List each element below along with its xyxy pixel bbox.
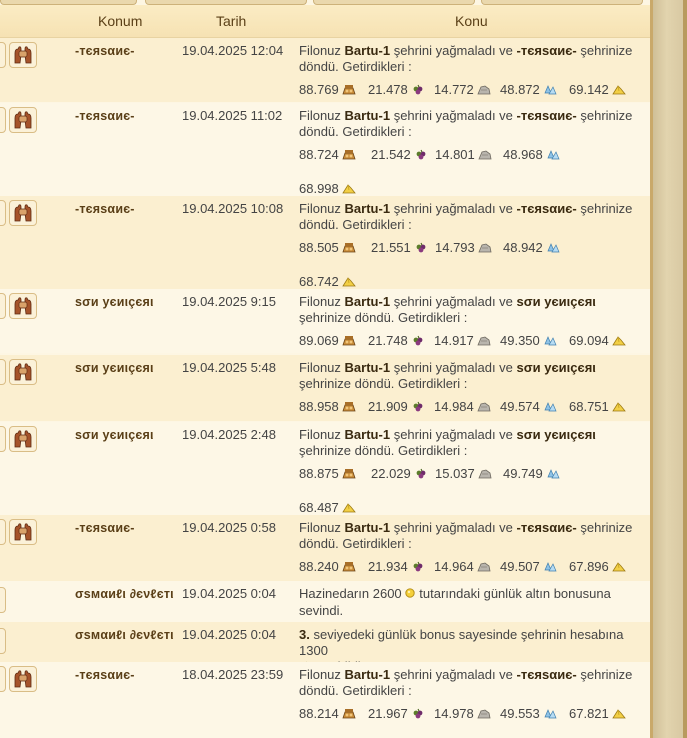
text-filonuz: Filonuz — [299, 294, 341, 309]
resource-crystal — [500, 82, 557, 98]
resource-marble — [434, 706, 491, 722]
row-date: 19.04.2025 5:48 — [182, 360, 276, 375]
marble-icon — [477, 334, 491, 349]
text-yagmaladi: şehrini yağmaladı ve — [393, 520, 513, 535]
sulfur-icon — [342, 275, 356, 290]
text-dondu: döndü. Getirdikleri : — [299, 124, 412, 139]
crystal-value: 48.968 — [503, 147, 543, 162]
crystal-icon — [543, 707, 557, 722]
wine-value: 21.478 — [368, 82, 408, 97]
sulfur-value: 67.821 — [569, 706, 609, 721]
row-owner: σѕмαиℓι ∂єνℓєтι — [75, 628, 174, 642]
marble-icon — [478, 467, 492, 482]
text-dondu: döndü. Getirdikleri : — [299, 683, 412, 698]
wine-icon — [411, 400, 425, 415]
row-date: 19.04.2025 0:04 — [182, 586, 276, 601]
text-hazine-rest: tutarındaki günlük altın bonusuna sevindi. — [299, 586, 611, 618]
row-select-stub[interactable] — [0, 519, 6, 545]
sulfur-value: 68.998 — [299, 181, 339, 196]
target-city: Bartu-1 — [344, 427, 391, 442]
resource-crystal — [503, 240, 560, 256]
wood-value: 89.069 — [299, 333, 339, 348]
sulfur-value: 68.751 — [569, 399, 609, 414]
header-tarih[interactable]: Tarih — [216, 13, 247, 29]
hands-icon[interactable] — [9, 107, 37, 133]
wood-value: 88.958 — [299, 399, 339, 414]
dest-player: ѕσи уєиιçєяι — [516, 294, 596, 309]
wine-icon — [414, 241, 428, 256]
row-owner: ѕσи уєиιçєяι — [75, 361, 154, 375]
text-filonuz: Filonuz — [299, 360, 341, 375]
crystal-icon — [543, 400, 557, 415]
table-row — [0, 662, 650, 738]
sulfur-icon — [342, 182, 356, 197]
header-konum[interactable]: Konum — [98, 13, 143, 29]
sulfur-icon — [612, 83, 626, 98]
crystal-icon — [543, 334, 557, 349]
wine-icon — [411, 560, 425, 575]
resource-sulfur — [569, 706, 626, 722]
row-subject — [299, 201, 639, 233]
marble-value: 14.978 — [434, 706, 474, 721]
row-subject — [299, 586, 639, 619]
dest-player: -тєяѕαиє- — [516, 43, 577, 58]
resource-sulfur — [569, 399, 626, 415]
text-yagmaladi: şehrini yağmaladı ve — [393, 667, 513, 682]
resource-marble — [435, 240, 492, 256]
dest-player: -тєяѕαиє- — [516, 667, 577, 682]
row-date: 19.04.2025 11:02 — [182, 108, 283, 123]
resource-sulfur — [299, 274, 356, 290]
row-select-stub[interactable] — [0, 426, 6, 452]
text-yagmaladi: şehrini yağmaladı ve — [393, 201, 513, 216]
sulfur-value: 69.094 — [569, 333, 609, 348]
text-dondu: döndü. Getirdikleri : — [299, 217, 412, 232]
wood-icon — [342, 148, 356, 163]
top-tab-stubs — [0, 0, 650, 4]
dest-player: -тєяѕαиє- — [516, 201, 577, 216]
sulfur-value: 68.742 — [299, 274, 339, 289]
target-city: Bartu-1 — [344, 108, 391, 123]
sulfur-icon — [612, 400, 626, 415]
crystal-value: 49.553 — [500, 706, 540, 721]
row-select-stub[interactable] — [0, 293, 6, 319]
resource-wood — [299, 559, 356, 575]
text-filonuz: Filonuz — [299, 520, 341, 535]
row-date: 19.04.2025 10:08 — [182, 201, 284, 216]
crystal-icon — [543, 560, 557, 575]
crystal-value: 48.942 — [503, 240, 543, 255]
wine-icon — [411, 334, 425, 349]
text-dondu: döndü. Getirdikleri : — [354, 376, 468, 391]
row-subject — [299, 520, 639, 552]
text-filonuz: Filonuz — [299, 108, 341, 123]
header-konu[interactable]: Konu — [455, 13, 488, 29]
crystal-value: 49.507 — [500, 559, 540, 574]
crystal-value: 49.574 — [500, 399, 540, 414]
resource-crystal — [503, 466, 560, 482]
target-city: Bartu-1 — [344, 294, 391, 309]
text-seviye: seviyedeki günlük bonus sayesinde şehrinin hesabına — [313, 627, 624, 642]
row-select-stub[interactable] — [0, 359, 6, 385]
table-header — [0, 5, 650, 38]
crystal-icon — [546, 467, 560, 482]
text-dondu: döndü. Getirdikleri : — [354, 310, 468, 325]
wine-icon — [414, 467, 428, 482]
sulfur-value: 67.896 — [569, 559, 609, 574]
bonus-amount: 1300 — [299, 643, 328, 658]
hands-icon[interactable] — [9, 293, 37, 319]
sulfur-value: 69.142 — [569, 82, 609, 97]
resource-wine — [368, 559, 425, 575]
resource-crystal — [500, 333, 557, 349]
wood-icon — [342, 83, 356, 98]
resource-marble — [434, 333, 491, 349]
resource-marble — [434, 559, 491, 575]
resource-wood — [299, 706, 356, 722]
dest-player: -тєяѕαиє- — [516, 108, 577, 123]
hands-icon[interactable] — [9, 200, 37, 226]
wood-value: 88.240 — [299, 559, 339, 574]
resource-wine — [368, 706, 425, 722]
text-yagmaladi: şehrini yağmaladı ve — [393, 427, 513, 442]
crystal-icon — [543, 83, 557, 98]
text-filonuz: Filonuz — [299, 43, 341, 58]
text-sehrinize: şehrinize — [299, 376, 352, 391]
resource-wine — [371, 240, 428, 256]
wine-value: 21.748 — [368, 333, 408, 348]
bonus-level: 3. — [299, 627, 310, 642]
resource-wine — [368, 82, 425, 98]
resource-wine — [371, 466, 428, 482]
hands-icon[interactable] — [9, 666, 37, 692]
table-row — [0, 196, 650, 289]
resource-marble — [434, 82, 491, 98]
table-row — [0, 355, 650, 421]
marble-icon — [478, 241, 492, 256]
wine-icon — [411, 707, 425, 722]
row-subject — [299, 360, 639, 392]
wine-value: 21.909 — [368, 399, 408, 414]
crystal-value: 49.350 — [500, 333, 540, 348]
resource-wood — [299, 399, 356, 415]
marble-value: 15.037 — [435, 466, 475, 481]
text-dondu: döndü. Getirdikleri : — [354, 443, 468, 458]
marble-value: 14.984 — [434, 399, 474, 414]
resource-sulfur — [299, 181, 356, 197]
text-filonuz: Filonuz — [299, 427, 341, 442]
row-select-stub[interactable] — [0, 587, 6, 613]
wood-value: 88.724 — [299, 147, 339, 162]
resource-wine — [371, 147, 428, 163]
resource-marble — [435, 466, 492, 482]
resource-wood — [299, 466, 356, 482]
row-select-stub[interactable] — [0, 107, 6, 133]
text-yagmaladi: şehrini yağmaladı ve — [393, 294, 513, 309]
text-yagmaladi: şehrini yağmaladı ve — [393, 360, 513, 375]
resource-wood — [299, 147, 356, 163]
crystal-icon — [546, 241, 560, 256]
resource-wood — [299, 333, 356, 349]
sulfur-icon — [612, 334, 626, 349]
table-row — [0, 38, 650, 102]
gold-amount: 2600 — [372, 586, 402, 601]
text-yagmaladi: şehrini yağmaladı ve — [393, 108, 513, 123]
row-select-stub[interactable] — [0, 666, 6, 692]
wine-value: 21.551 — [371, 240, 411, 255]
row-owner: -тєяѕαиє- — [75, 109, 135, 123]
wood-value: 88.769 — [299, 82, 339, 97]
row-subject — [299, 427, 639, 459]
wood-value: 88.875 — [299, 466, 339, 481]
sulfur-icon — [612, 560, 626, 575]
row-owner: -тєяѕαиє- — [75, 44, 135, 58]
row-date: 19.04.2025 2:48 — [182, 427, 276, 442]
resource-sulfur — [569, 559, 626, 575]
text-sehrinize: şehrinize — [580, 520, 633, 535]
target-city: Bartu-1 — [344, 520, 391, 535]
wood-value: 88.505 — [299, 240, 339, 255]
row-subject — [299, 43, 639, 75]
hands-icon[interactable] — [9, 426, 37, 452]
row-date: 19.04.2025 0:04 — [182, 627, 276, 642]
wine-icon — [414, 148, 428, 163]
text-sehrinize: şehrinize — [580, 43, 633, 58]
marble-icon — [477, 83, 491, 98]
row-date: 19.04.2025 9:15 — [182, 294, 276, 309]
table-row — [0, 581, 650, 622]
wood-value: 88.214 — [299, 706, 339, 721]
crystal-value: 49.749 — [503, 466, 543, 481]
row-date: 18.04.2025 23:59 — [182, 667, 284, 682]
marble-icon — [477, 400, 491, 415]
row-date: 19.04.2025 0:58 — [182, 520, 276, 535]
crystal-icon — [546, 148, 560, 163]
dest-player: ѕσи уєиιçєяι — [516, 360, 596, 375]
text-dondu: döndü. Getirdikleri : — [299, 59, 412, 74]
text-dondu: döndü. Getirdikleri : — [299, 536, 412, 551]
text-sehrinize: şehrinize — [580, 108, 633, 123]
text-filonuz: Filonuz — [299, 667, 341, 682]
resource-crystal — [500, 706, 557, 722]
row-owner: ѕσи уєиιçєяι — [75, 295, 154, 309]
wood-icon — [342, 560, 356, 575]
wine-value: 21.934 — [368, 559, 408, 574]
marble-value: 14.964 — [434, 559, 474, 574]
marble-icon — [478, 148, 492, 163]
table-row — [0, 422, 650, 515]
text-sehrinize: şehrinize — [299, 310, 352, 325]
wood-icon — [342, 400, 356, 415]
resource-crystal — [503, 147, 560, 163]
text-hazine: Hazinedarın — [299, 586, 370, 601]
wood-icon — [342, 467, 356, 482]
row-subject — [299, 667, 639, 699]
resource-sulfur — [569, 82, 626, 98]
marble-value: 14.772 — [434, 82, 474, 97]
crystal-value: 48.872 — [500, 82, 540, 97]
text-yagmaladi: şehrini yağmaladı ve — [393, 43, 513, 58]
text-sehrinize: şehrinize — [580, 201, 633, 216]
marble-icon — [477, 707, 491, 722]
marble-icon — [477, 560, 491, 575]
wine-value: 21.542 — [371, 147, 411, 162]
resource-marble — [434, 399, 491, 415]
resource-wine — [368, 399, 425, 415]
row-select-stub[interactable] — [0, 42, 6, 68]
target-city: Bartu-1 — [344, 667, 391, 682]
resource-sulfur — [299, 500, 356, 516]
sulfur-icon — [612, 707, 626, 722]
wine-value: 21.967 — [368, 706, 408, 721]
target-city: Bartu-1 — [344, 360, 391, 375]
row-owner: ѕσи уєиιçєяι — [75, 428, 154, 442]
side-strip-edge — [683, 0, 687, 738]
wine-value: 22.029 — [371, 466, 411, 481]
dest-player: ѕσи уєиιçєяι — [516, 427, 596, 442]
row-owner: -тєяѕαиє- — [75, 202, 135, 216]
row-subject — [299, 108, 639, 140]
hands-icon[interactable] — [9, 42, 37, 68]
wood-icon — [342, 334, 356, 349]
hands-icon[interactable] — [9, 519, 37, 545]
row-date: 19.04.2025 12:04 — [182, 43, 284, 58]
gold-icon — [404, 587, 416, 602]
resource-sulfur — [569, 333, 626, 349]
text-sehrinize: şehrinize — [299, 443, 352, 458]
hands-icon[interactable] — [9, 359, 37, 385]
row-owner: -тєяѕαиє- — [75, 668, 135, 682]
sulfur-icon — [342, 501, 356, 516]
row-owner: -тєяѕαиє- — [75, 521, 135, 535]
wine-icon — [411, 83, 425, 98]
target-city: Bartu-1 — [344, 201, 391, 216]
resource-marble — [435, 147, 492, 163]
row-subject — [299, 294, 639, 326]
marble-value: 14.801 — [435, 147, 475, 162]
wood-icon — [342, 241, 356, 256]
row-select-stub[interactable] — [0, 200, 6, 226]
marble-value: 14.917 — [434, 333, 474, 348]
target-city: Bartu-1 — [344, 43, 391, 58]
text-filonuz: Filonuz — [299, 201, 341, 216]
resource-crystal — [500, 559, 557, 575]
row-owner: σѕмαиℓι ∂єνℓєтι — [75, 587, 174, 601]
resource-wood — [299, 82, 356, 98]
resource-wine — [368, 333, 425, 349]
sulfur-value: 68.487 — [299, 500, 339, 515]
marble-value: 14.793 — [435, 240, 475, 255]
text-sehrinize: şehrinize — [580, 667, 633, 682]
table-row — [0, 289, 650, 353]
side-strip — [653, 0, 687, 738]
table-row — [0, 622, 650, 662]
wood-icon — [342, 707, 356, 722]
resource-wood — [299, 240, 356, 256]
table-row — [0, 103, 650, 196]
table-row — [0, 515, 650, 581]
row-select-stub[interactable] — [0, 628, 6, 654]
dest-player: -тєяѕαиє- — [516, 520, 577, 535]
resource-crystal — [500, 399, 557, 415]
